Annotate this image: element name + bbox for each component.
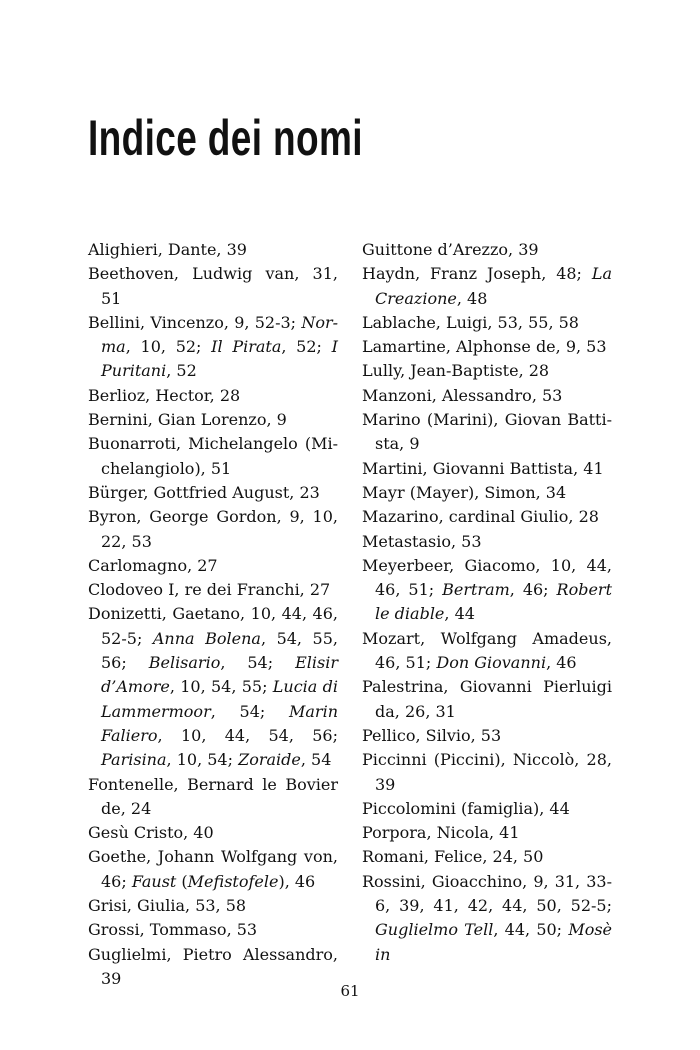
work-title: Zoraide [238,750,301,770]
work-title: Elisir d’Amore [101,653,338,697]
work-title: Il Pirata [211,337,282,357]
work-title: Lucia di Lammermoor [101,677,338,721]
entry-text: Grossi, Tommaso, 53 [88,920,258,940]
entry-text: , 48 [456,288,488,308]
work-title: Robert le diable [375,580,612,624]
work-title: Faust [131,871,177,891]
index-entry [88,311,338,384]
entry-text: , 46 [546,653,577,673]
index-entry [362,481,612,505]
index-entry [88,384,338,408]
entry-text: Beethoven, Ludwig van, 31, 51 [88,264,338,308]
index-entry [362,311,612,335]
work-title: Guglielmo Tell [375,920,494,940]
entry-text: Haydn, Franz Joseph, 48; [362,264,592,284]
index-entry [88,505,338,554]
index-entry [362,724,612,748]
index-column-right [362,238,612,967]
entry-text: Lamartine, Alphonse de, 9, 53 [362,337,607,357]
index-entry [362,675,612,724]
entry-text: Meyerbeer, Giacomo, 10, 44, 46, 51; [362,555,612,600]
index-entry [88,578,338,602]
entry-text: Lully, Jean-Baptiste, 28 [362,361,550,381]
entry-text: Pellico, Silvio, 53 [362,725,502,745]
entry-text: Martini, Giovanni Battista, 41 [362,458,604,478]
entry-text: Grisi, Giulia, 53, 58 [88,896,247,916]
entry-text: , 52 [166,361,197,381]
index-entry [88,432,338,481]
entry-text: Piccolomini (famiglia), 44 [362,798,570,818]
index-entry [362,845,612,869]
entry-text: , 10, 54; [166,750,239,770]
index-entry [362,238,612,262]
work-title: I Puritani [101,337,338,381]
index-entry [88,894,338,918]
index-entry [362,870,612,967]
page-title: Indice dei nomi [88,110,363,166]
entry-text: , 54, 55, 56; [101,628,338,673]
index-entry [88,262,338,311]
index-entry [88,408,338,432]
index-column-left [88,238,338,991]
entry-text: Mazarino, cardinal Giulio, 28 [362,507,599,527]
entry-text: , 54; [220,653,296,673]
index-entry [362,359,612,383]
index-entry [362,821,612,845]
entry-text: Guglielmi, Pietro Alessandro, 39 [88,944,338,988]
entry-text: Carlomagno, 27 [88,555,218,575]
entry-text: Alighieri, Dante, 39 [88,240,247,259]
entry-text: Marino (Marini), Giovan Battista, 9 [362,410,612,454]
index-entry [88,554,338,578]
work-title: Mosè in [375,920,613,964]
index-entry [362,408,612,457]
index-entry [362,627,612,676]
entry-text: , 44 [444,604,475,624]
work-title: Belisario [148,653,221,673]
index-entry [88,773,338,822]
entry-text: , 54; [210,701,289,721]
entry-text: Fontenelle, Bernard le Bovier de, 24 [88,774,338,818]
entry-text: Berlioz, Hector, 28 [88,385,241,405]
work-title: Mefistofele [187,871,279,891]
index-entry [362,530,612,554]
work-title: Don Giovanni [436,653,547,673]
work-title: Bertram [442,580,510,600]
index-entry [362,505,612,529]
index-entry [88,238,338,262]
entry-text: Manzoni, Alessandro, 53 [362,385,563,405]
entry-text: Bellini, Vincenzo, 9, 52-3; [88,312,302,332]
index-entry [362,748,612,797]
entry-text: Rossini, Gioacchino, 9, 31, 33-6, 39, 41, 42, 44, 50, 52-5; [362,871,612,916]
entry-text: Bernini, Gian Lorenzo, 9 [88,410,287,430]
work-title: Anna Bolena [152,628,261,648]
entry-text: , 10, 54, 55; [169,677,273,697]
index-entry [362,384,612,408]
index-entry [362,797,612,821]
entry-text: Porpora, Nicola, 41 [362,823,520,843]
entry-text: Mayr (Mayer), Simon, 34 [362,482,567,502]
entry-text: Gesù Cristo, 40 [88,823,214,843]
work-title: Parisina [101,750,167,770]
work-title: Norma [101,312,338,357]
index-entry [362,554,612,627]
entry-text: Romani, Felice, 24, 50 [362,847,544,867]
entry-text: , 44, 50; [493,920,569,940]
entry-text: Bürger, Gottfried August, 23 [88,482,320,502]
index-entry [88,918,338,942]
entry-text: Metastasio, 53 [362,531,482,551]
entry-text: , 46; [509,580,557,600]
entry-text: ), 46 [278,871,316,891]
work-title: La Creazione [375,264,612,308]
entry-text: , 54 [300,750,332,770]
entry-text: , 10, 52; [125,337,212,357]
entry-text: Guittone d’Arezzo, 39 [362,240,539,259]
entry-text: Lablache, Luigi, 53, 55, 58 [362,312,579,332]
index-entry [88,602,338,772]
entry-text: Palestrina, Giovanni Pierluigi da, 26, 31 [362,677,612,721]
entry-text: ( [176,871,188,891]
entry-text: Mozart, Wolfgang Amadeus, 46, 51; [362,628,612,673]
index-entry [88,481,338,505]
index-entry [88,845,338,894]
entry-text: Donizetti, Gaetano, 10, 44, 46, 52-5; [88,604,338,648]
index-entry [362,262,612,311]
work-title: Marin Faliero [101,701,338,745]
page-number: 61 [340,982,360,1000]
index-entry [88,821,338,845]
entry-text: , 10, 44, 54, 56; [157,725,338,745]
index-entry [362,457,612,481]
entry-text: Buonarroti, Michelangelo (Michelangiolo), 51 [88,434,338,478]
entry-text: Piccinni (Piccini), Niccolò, 28, 39 [362,750,612,794]
entry-text: Byron, George Gordon, 9, 10, 22, 53 [88,507,338,551]
entry-text: Goethe, Johann Wolfgang von, 46; [88,847,338,891]
entry-text: Clodoveo I, re dei Franchi, 27 [88,580,331,600]
index-entry [362,335,612,359]
entry-text: , 52; [281,337,332,357]
